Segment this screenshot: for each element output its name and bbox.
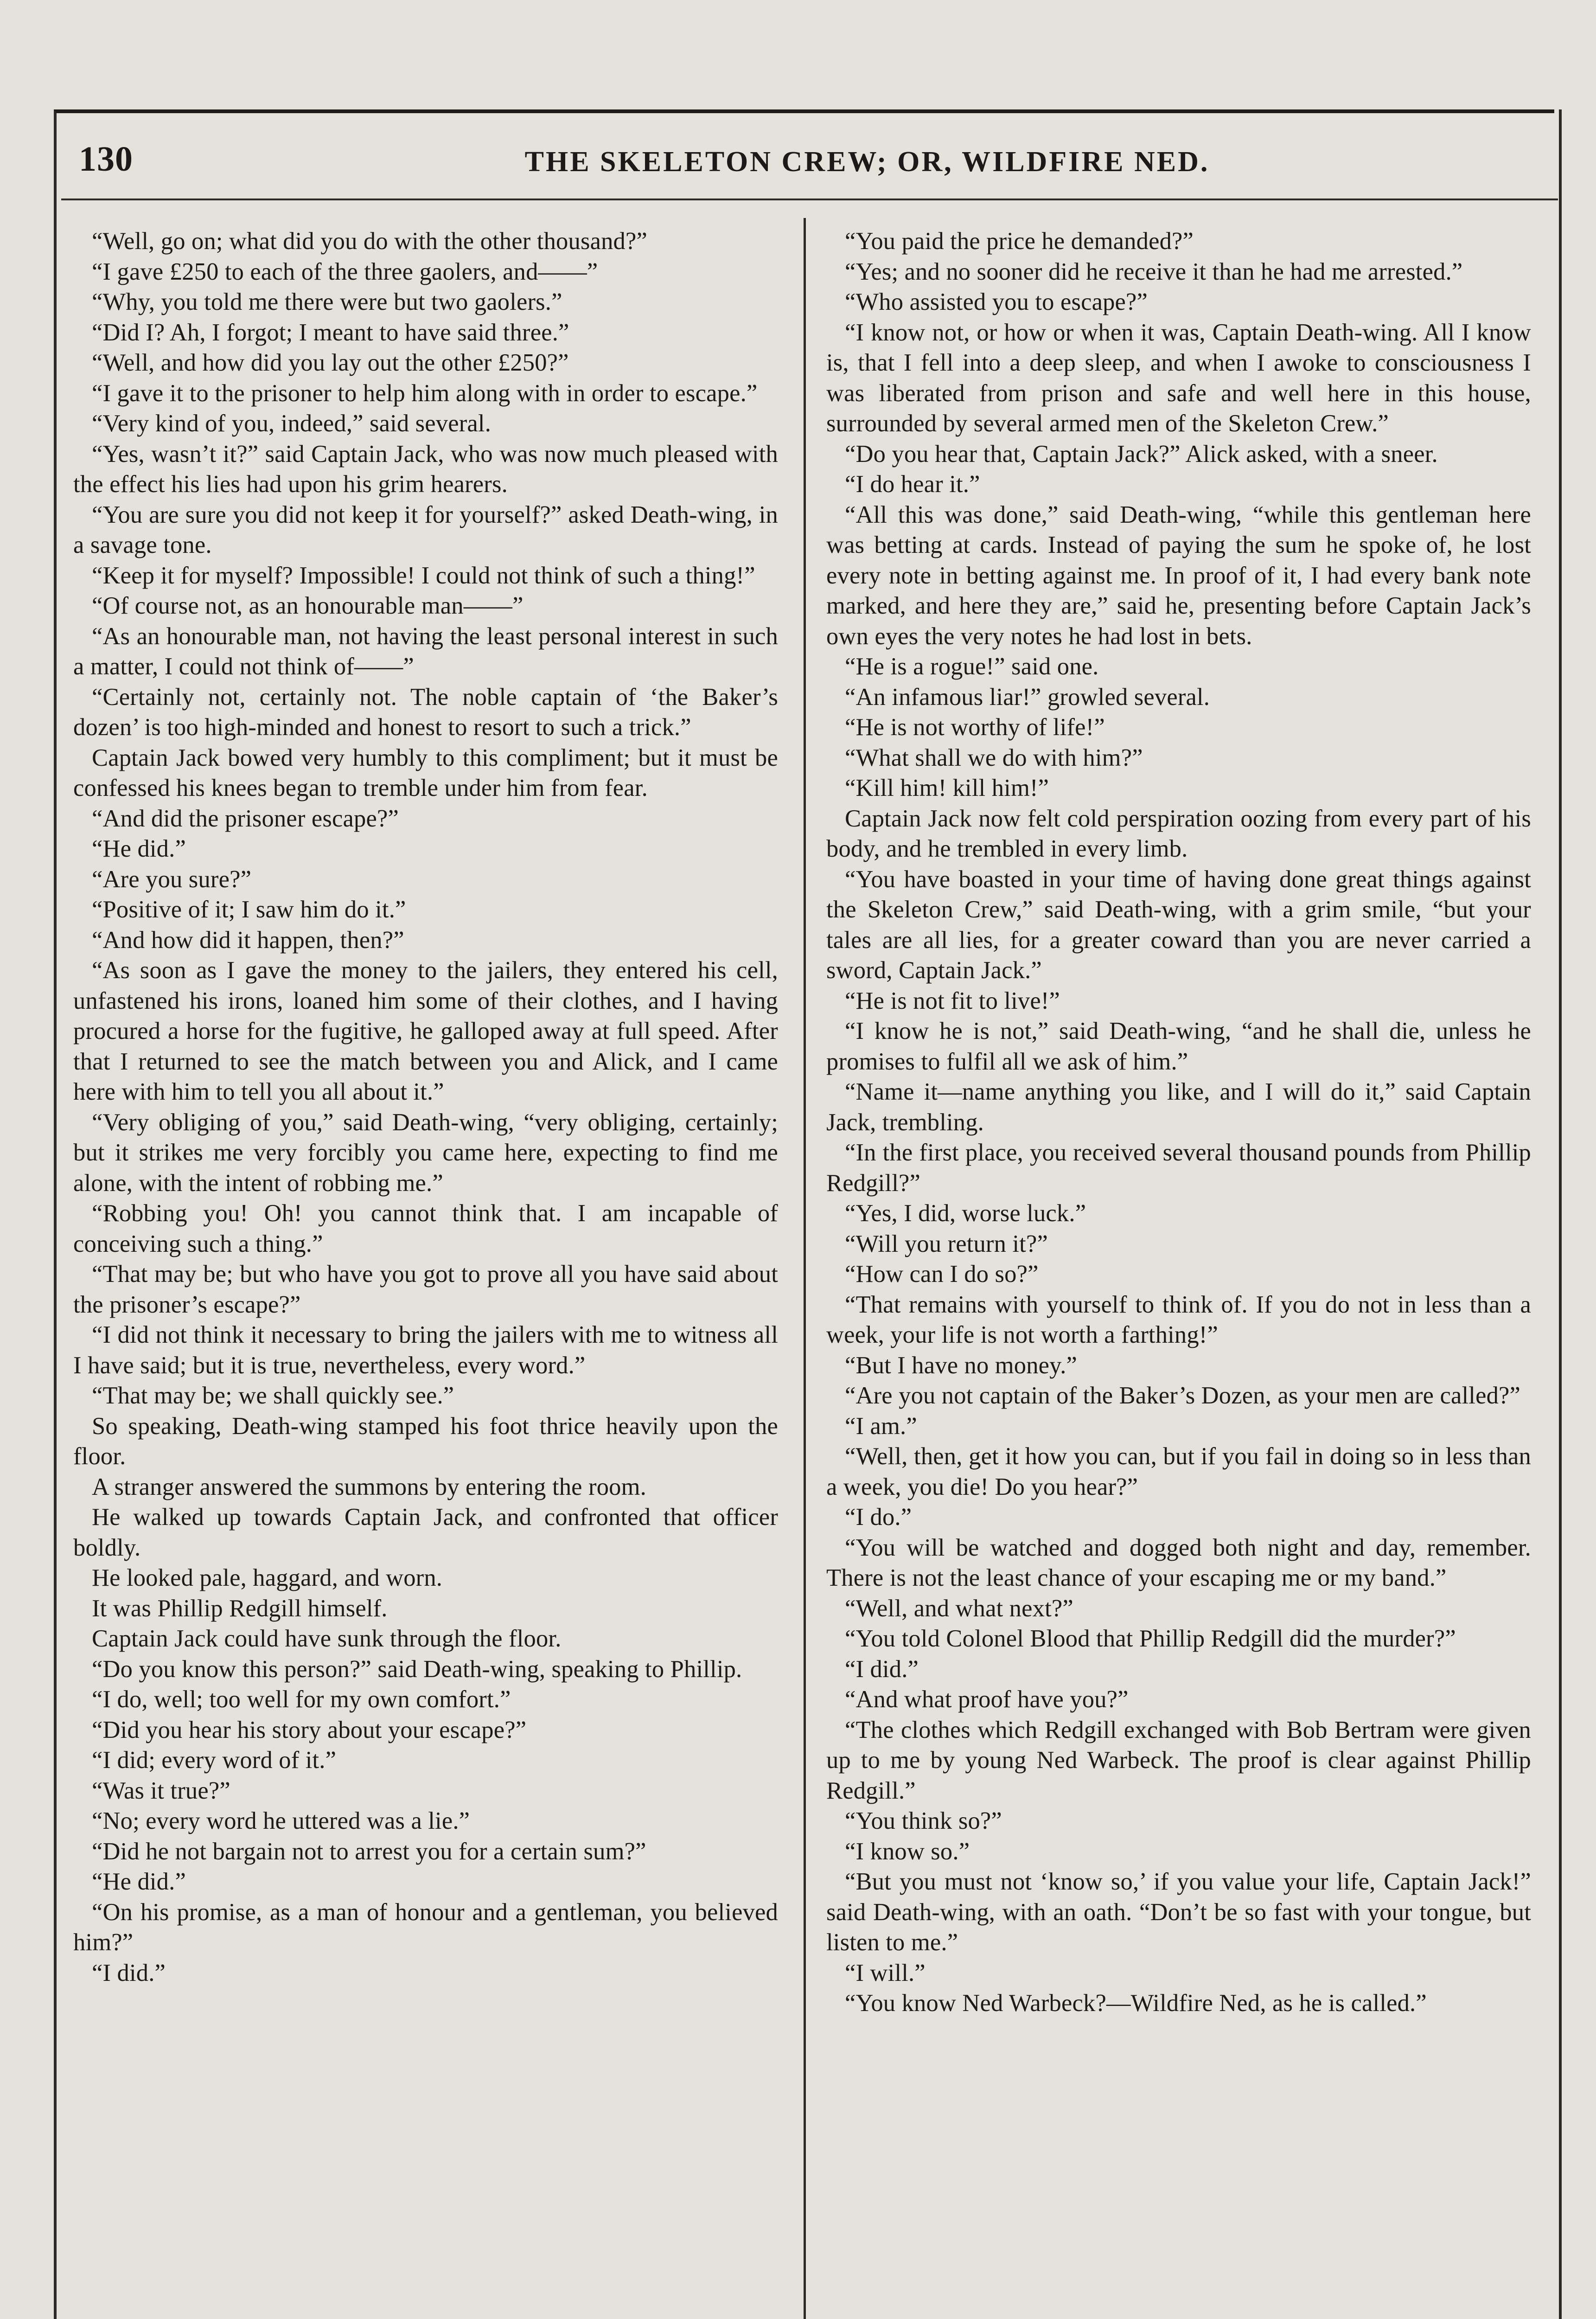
paragraph: “You paid the price he demanded?” (845, 228, 1194, 255)
paragraph: Captain Jack bowed very humbly to this compliment; but it must be confessed his knees began to tremble under him from fear. (73, 744, 778, 801)
paragraph: “What shall we do with him?” (845, 744, 1143, 771)
paragraph: “Are you not captain of the Baker’s Dozen, as your men are called?” (845, 1382, 1521, 1409)
paragraph: “Did he not bargain not to arrest you for a certain sum?” (92, 1838, 646, 1865)
paragraph: “You think so?” (845, 1807, 1002, 1834)
paragraph: “I did.” (92, 1959, 166, 1986)
paragraph: “Are you sure?” (92, 865, 252, 893)
paragraph: “I do, well; too well for my own comfort.” (92, 1686, 511, 1713)
paragraph: “How can I do so?” (845, 1261, 1039, 1288)
paragraph: “Was it true?” (92, 1777, 230, 1804)
paragraph: “I did not think it necessary to bring the jailers with me to witness all I have said; but it is true, nevertheless, every word.” (73, 1321, 778, 1379)
paragraph: “Well, and what next?” (845, 1595, 1073, 1622)
paragraph: “He did.” (92, 1868, 186, 1895)
paragraph: “You have boasted in your time of having done great things against the Skeleton Crew,” said Death-wing, with a grim smile, “but your tales are all lies, for a greater coward than you are never carried a sword, Captain Jack.” (826, 865, 1531, 984)
left-text-column (73, 226, 778, 2319)
paragraph: “And did the prisoner escape?” (92, 805, 399, 832)
paragraph: So speaking, Death-wing stamped his foot thrice heavily upon the floor. (73, 1412, 778, 1470)
header-rule (61, 199, 1558, 200)
paragraph: “He did.” (92, 835, 186, 862)
paragraph: “Did you hear his story about your escape?” (92, 1716, 527, 1743)
paragraph: “An infamous liar!” growled several. (845, 683, 1210, 711)
paragraph: “Yes, I did, worse luck.” (845, 1200, 1086, 1227)
paragraph: It was Phillip Redgill himself. (92, 1595, 388, 1622)
paragraph: “You told Colonel Blood that Phillip Redgill did the murder?” (845, 1625, 1456, 1652)
paragraph: “Certainly not, certainly not. The noble captain of ‘the Baker’s dozen’ is too high-minded and honest to resort to such a trick.” (73, 683, 778, 741)
paragraph: “I know not, or how or when it was, Captain Death-wing. All I know is, that I fell into a deep sleep, and when I awoke to consciousness I was liberated from prison and safe and well here in this house, surrounded by several armed men of the Skeleton Crew.” (826, 319, 1531, 437)
page-number: 130 (79, 140, 133, 179)
paragraph: Captain Jack could have sunk through the floor. (92, 1625, 562, 1652)
paragraph: “No; every word he uttered was a lie.” (92, 1807, 470, 1834)
paragraph: “He is not worthy of life!” (845, 714, 1105, 741)
running-title: THE SKELETON CREW; OR, WILDFIRE NED. (524, 146, 1210, 178)
paragraph: “In the first place, you received several thousand pounds from Phillip Redgill?” (826, 1139, 1531, 1197)
paragraph: “Well, go on; what did you do with the other thousand?” (92, 228, 647, 255)
page-frame-right-edge (1559, 109, 1562, 2319)
paragraph: “Did I? Ah, I forgot; I meant to have said three.” (92, 319, 569, 346)
paragraph: “He is a rogue!” said one. (845, 653, 1099, 680)
paragraph: “As an honourable man, not having the least personal interest in such a matter, I could not think of——” (73, 622, 778, 680)
paragraph: “I am.” (845, 1412, 917, 1440)
paragraph: A stranger answered the summons by entering the room. (92, 1473, 646, 1500)
paragraph: “Why, you told me there were but two gaolers.” (92, 288, 562, 315)
paragraph: “And what proof have you?” (845, 1686, 1129, 1713)
paragraph: “I gave £250 to each of the three gaolers, and——” (92, 258, 598, 285)
paragraph: “He is not fit to live!” (845, 987, 1060, 1014)
paragraph: “On his promise, as a man of honour and a gentleman, you believed him?” (73, 1898, 778, 1956)
paragraph: “Positive of it; I saw him do it.” (92, 896, 406, 923)
paragraph: “I know so.” (845, 1838, 970, 1865)
paragraph: “That may be; we shall quickly see.” (92, 1382, 454, 1409)
paragraph: “I do.” (845, 1504, 912, 1531)
paragraph: “Do you know this person?” said Death-wing, speaking to Phillip. (92, 1655, 742, 1683)
paragraph: “Well, then, get it how you can, but if you fail in doing so in less than a week, you die! Do you hear?” (826, 1443, 1531, 1500)
paragraph: “Robbing you! Oh! you cannot think that. I am incapable of conceiving such a thing.” (73, 1200, 778, 1257)
paragraph: He looked pale, haggard, and worn. (92, 1564, 443, 1591)
paragraph: “And how did it happen, then?” (92, 926, 404, 954)
paragraph: Captain Jack now felt cold perspiration oozing from every part of his body, and he trembled in every limb. (826, 805, 1531, 862)
paragraph: “I do hear it.” (845, 471, 980, 498)
paragraph: “Do you hear that, Captain Jack?” Alick asked, with a sneer. (845, 440, 1438, 468)
right-text-column (826, 226, 1531, 2319)
paragraph: “You are sure you did not keep it for yourself?” asked Death-wing, in a savage tone. (73, 501, 778, 558)
paragraph: “I gave it to the prisoner to help him along with in order to escape.” (92, 379, 758, 407)
paragraph: “Keep it for myself? Impossible! I could not think of such a thing!” (92, 562, 755, 589)
paragraph: “Very kind of you, indeed,” said several. (92, 410, 492, 437)
paragraph: “Very obliging of you,” said Death-wing, “very obliging, certainly; but it strikes me very forcibly you came here, expecting to find me alone, with the intent of robbing me.” (73, 1108, 778, 1197)
paragraph: “I did.” (845, 1655, 919, 1683)
paragraph: “Yes; and no sooner did he receive it than he had me arrested.” (845, 258, 1463, 285)
paragraph: “All this was done,” said Death-wing, “while this gentleman here was betting at cards. Instead of paying the sum he spoke of, he lost every note in betting against me. In proof of it, I had every bank note marked, and here they are,” said he, presenting before Captain Jack’s own eyes the very notes he had lost in bets. (826, 501, 1531, 650)
paragraph: “Will you return it?” (845, 1230, 1048, 1257)
paragraph: “But you must not ‘know so,’ if you value your life, Captain Jack!” said Death-wing, with an oath. “Don’t be so fast with your tongue, but listen to me.” (826, 1868, 1531, 1956)
paragraph: “Of course not, as an honourable man——” (92, 592, 523, 619)
paragraph: “I did; every word of it.” (92, 1747, 337, 1774)
paragraph: “The clothes which Redgill exchanged with Bob Bertram were given up to me by young Ned Warbeck. The proof is clear against Phillip Redgill.” (826, 1716, 1531, 1804)
paragraph: “Name it—name anything you like, and I will do it,” said Captain Jack, trembling. (826, 1078, 1531, 1136)
paragraph: “Who assisted you to escape?” (845, 288, 1148, 315)
paragraph: “Yes, wasn’t it?” said Captain Jack, who was now much pleased with the effect his lies had upon his grim hearers. (73, 440, 778, 498)
paragraph: “I know he is not,” said Death-wing, “and he shall die, unless he promises to fulfil all we ask of him.” (826, 1018, 1531, 1075)
paragraph: “You will be watched and dogged both night and day, remember. There is not the least chance of your escaping me or my band.” (826, 1534, 1531, 1591)
paragraph: “Well, and how did you lay out the other £250?” (92, 349, 569, 376)
paragraph: “Kill him! kill him!” (845, 775, 1049, 801)
paragraph: “That remains with yourself to think of. If you do not in less than a week, your life is not worth a farthing!” (826, 1291, 1531, 1348)
paragraph: “I will.” (845, 1959, 926, 1986)
paragraph: “You know Ned Warbeck?—Wildfire Ned, as he is called.” (845, 1990, 1427, 2017)
paragraph: He walked up towards Captain Jack, and confronted that officer boldly. (73, 1504, 778, 1561)
paragraph: “That may be; but who have you got to prove all you have said about the prisoner’s escape?” (73, 1261, 778, 1318)
paragraph: “As soon as I gave the money to the jailers, they entered his cell, unfastened his irons, loaned him some of their clothes, and I having procured a horse for the fugitive, he galloped away at full speed. After that I returned to see the match between you and Alick, and I came here with him to tell you all about it.” (73, 957, 778, 1105)
column-divider (804, 218, 806, 2319)
page-header (79, 139, 1526, 195)
paragraph: “But I have no money.” (845, 1352, 1078, 1379)
